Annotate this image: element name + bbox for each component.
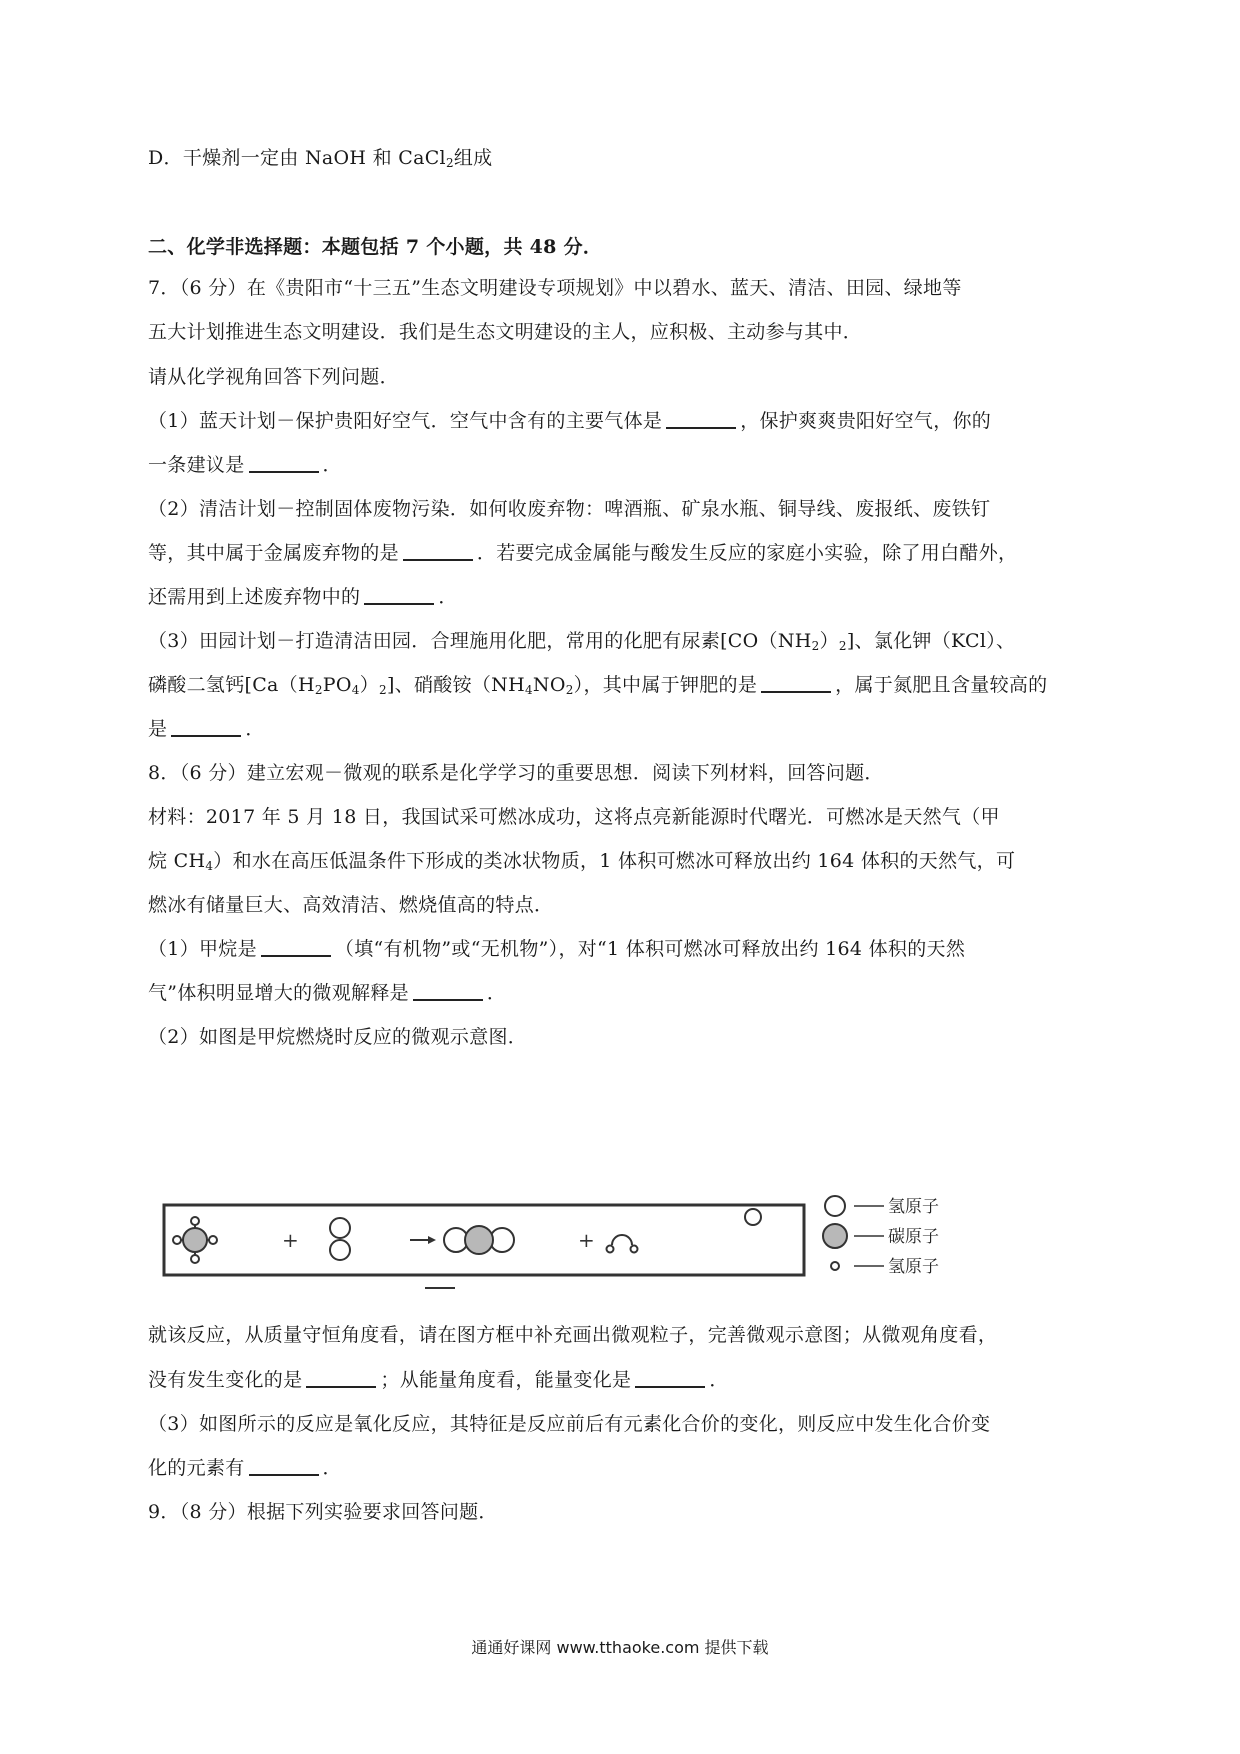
q7-part1-line2: 一条建议是 ．	[148, 454, 342, 476]
legend-icon-gray	[823, 1224, 847, 1248]
q7-line3: 请从化学视角回答下列问题．	[148, 366, 399, 388]
q7-part3-line2: 磷酸二氢钙$[Ca(H_2PO_4)_2]$、硝酸铵$(NH_4NO_2)$，其中属于钾肥的是 ，属于氮肥且含量较高的	[148, 674, 1048, 697]
q8-material-line2: 烷 $CH_4$）和水在高压低温条件下形成的类冰状物质，1 体积可燃冰可释放出约 164 体积的天然气，可	[148, 850, 1016, 873]
water-molecule	[607, 1235, 638, 1253]
option-d: D．干燥剂一定由 NaOH 和 CaCl$_2$组成	[148, 147, 493, 170]
q8-part1-line1: （1）甲烷是 （填“有机物”或“无机物”），对“1 体积可燃冰可释放出约 164 体积的天然	[148, 938, 966, 960]
answer-blank[interactable]	[635, 1386, 705, 1388]
q7-line2: 五大计划推进生态文明建设．我们是生态文明建设的主人，应积极、主动参与其中．	[148, 321, 863, 343]
q7-part3-line3: 是 ．	[148, 718, 265, 740]
q7-line1: 7．（6 分）在《贵阳市“十三五”生态文明建设专项规划》中以碧水、蓝天、清洁、田园、绿地等	[148, 277, 962, 299]
methane-molecule	[173, 1217, 217, 1263]
legend-label: 氢原子	[888, 1197, 939, 1217]
q9-line: 9．（8 分）根据下列实验要求回答问题．	[148, 1501, 498, 1523]
oxygen-molecule	[330, 1218, 350, 1260]
q7-part2-line1: （2）清洁计划－控制固体废物污染．如何收废弃物：啤酒瓶、矿泉水瓶、铜导线、废报纸、废铁钉	[148, 498, 991, 520]
q8-part2-line: （2）如图是甲烷燃烧时反应的微观示意图．	[148, 1026, 528, 1048]
diagram-legend	[820, 1188, 1020, 1298]
q8-part3-line2: 化的元素有 ．	[148, 1457, 342, 1479]
section-heading: 二、化学非选择题：本题包括 7 个小题，共 48 分．	[148, 236, 603, 258]
plus-sign: +	[282, 1228, 299, 1252]
answer-blank[interactable]	[761, 691, 831, 693]
legend	[745, 1209, 761, 1225]
q7-part2-line2: 等，其中属于金属废弃物的是 ．若要完成金属能与酸发生反应的家庭小实验，除了用白醋外，	[148, 542, 1018, 564]
plus-sign: +	[578, 1228, 595, 1252]
legend-icon-small	[831, 1262, 839, 1270]
answer-blank[interactable]	[364, 603, 434, 605]
q8-material-line3: 燃冰有储量巨大、高效清洁、燃烧值高的特点．	[148, 894, 554, 916]
answer-blank[interactable]	[666, 427, 736, 429]
reaction-arrow	[410, 1236, 436, 1244]
answer-blank[interactable]	[171, 735, 241, 737]
q8-part3-line1: （3）如图所示的反应是氧化反应，其特征是反应前后有元素化合价的变化，则反应中发生化合价变	[148, 1413, 991, 1435]
answer-blank[interactable]	[261, 955, 331, 957]
q7-part2-line3: 还需用到上述废弃物中的 ．	[148, 586, 458, 608]
legend-label: 碳原子	[888, 1227, 939, 1247]
carbon-atom	[183, 1228, 207, 1252]
answer-blank[interactable]	[249, 1474, 319, 1476]
answer-blank[interactable]	[249, 471, 319, 473]
answer-blank[interactable]	[413, 999, 483, 1001]
q8-material-line1: 材料：2017 年 5 月 18 日，我国试采可燃冰成功，这将点亮新能源时代曙光．可燃冰是天然气（甲	[148, 806, 1000, 828]
footer: 通通好课网 www.tthaoke.com 提供下载	[471, 1638, 769, 1657]
carbon-dioxide-molecule	[444, 1226, 514, 1254]
q8-part1-line2: 气”体积明显增大的微观解释是 ．	[148, 982, 507, 1004]
q8-diagram-text1: 就该反应，从质量守恒角度看，请在图方框中补充画出微观粒子，完善微观示意图；从微观角度看，	[148, 1324, 998, 1346]
q7-part1-line1: （1）蓝天计划－保护贵阳好空气．空气中含有的主要气体是 ，保护爽爽贵阳好空气，你的	[148, 410, 992, 432]
answer-blank[interactable]	[403, 559, 473, 561]
q8-diagram-text2: 没有发生变化的是 ；从能量角度看，能量变化是 ．	[148, 1369, 729, 1391]
q7-part3-line1: （3）田园计划－打造清洁田园．合理施用化肥，常用的化肥有尿素$[CO(NH_2)_2]$、氯化钾（KCl）、	[148, 630, 1016, 653]
legend-icon-white	[825, 1196, 845, 1216]
q8-line1: 8．（6 分）建立宏观－微观的联系是化学学习的重要思想．阅读下列材料，回答问题．	[148, 762, 884, 784]
answer-blank[interactable]	[306, 1386, 376, 1388]
legend-label: 氢原子	[888, 1257, 939, 1277]
